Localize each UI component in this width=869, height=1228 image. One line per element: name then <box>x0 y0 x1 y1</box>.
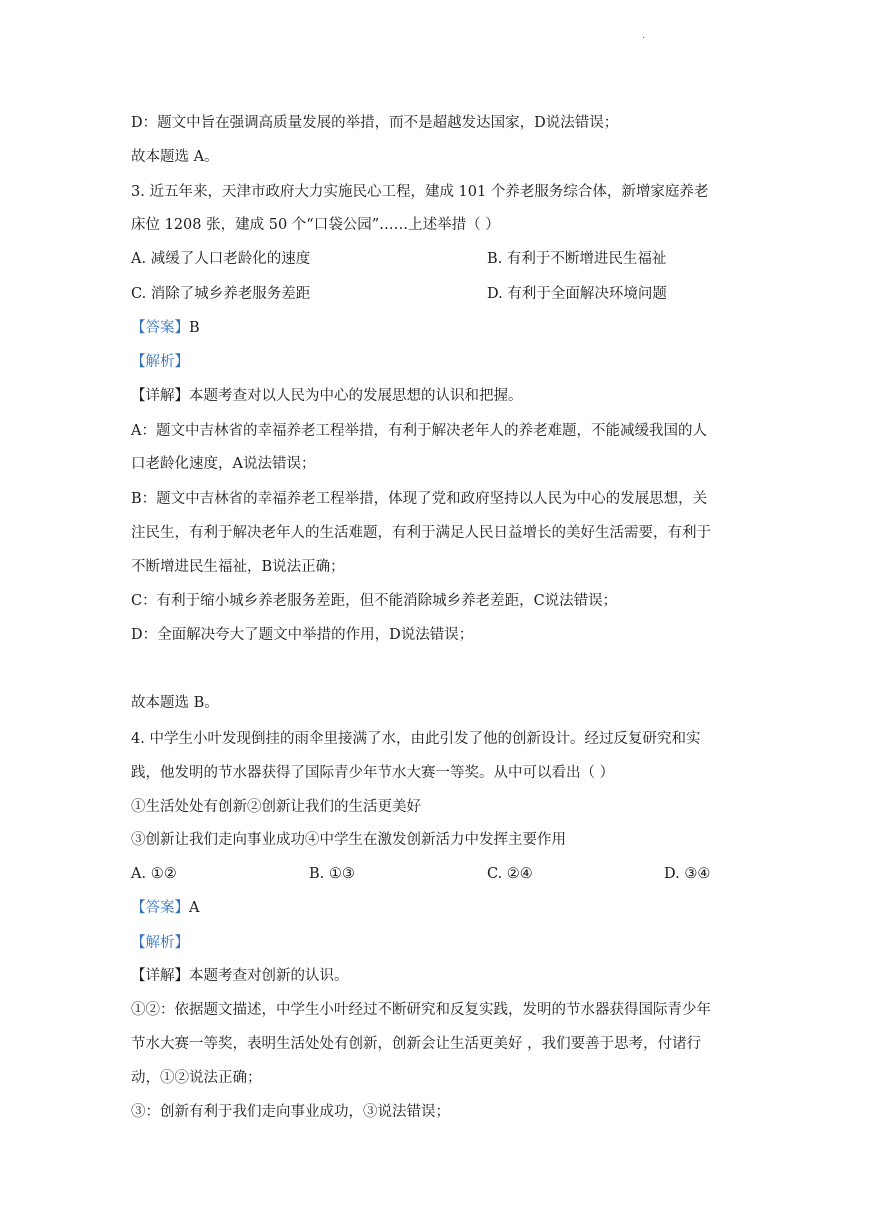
text-line: 动，①②说法正确； <box>131 1070 262 1086</box>
q4-option-a: A. ①② <box>131 866 177 882</box>
answer-value: B <box>189 320 200 336</box>
text-line: D：题文中旨在强调高质量发展的举措，而不是超越发达国家，D说法错误； <box>131 115 619 131</box>
analysis-tag: 【解析】 <box>131 935 189 951</box>
detail-text: 本题考查对以人民为中心的发展思想的认识和把握。 <box>189 388 523 404</box>
text-line: ③：创新有利于我们走向事业成功，③说法错误； <box>131 1104 450 1120</box>
answer-4 <box>131 898 199 918</box>
q3-option-a: A. 减缓了人口老龄化的速度 <box>131 251 311 267</box>
text-line: 节水大赛一等奖，表明生活处处有创新，创新会让生活更美好 ，我们要善于思考，付诸行 <box>131 1036 702 1052</box>
q4-option-b: B. ①③ <box>309 866 355 882</box>
text-line: B：题文中吉林省的幸福养老工程举措，体现了党和政府坚持以人民为中心的发展思想，关 <box>131 491 708 507</box>
question-4-stem: ③创新让我们走向事业成功④中学生在激发创新活力中发挥主要作用 <box>131 832 566 848</box>
text-line: 口老龄化速度，A说法错误； <box>131 456 316 472</box>
text-line: 注民生，有利于解决老年人的生活难题，有利于满足人民日益增长的美好生活需要，有利于 <box>131 525 711 541</box>
answer-tag: 【答案】 <box>131 900 189 916</box>
question-4-stem: 践，他发明的节水器获得了国际青少年节水大赛一等奖。从中可以看出（ ） <box>131 765 615 781</box>
question-4-stem: ①生活处处有创新②创新让我们的生活更美好 <box>131 799 421 815</box>
text-line: D：全面解决夸大了题文中举措的作用，D说法错误； <box>131 627 474 643</box>
answer-tag: 【答案】 <box>131 320 189 336</box>
text-line: C：有利于缩小城乡养老服务差距，但不能消除城乡养老差距，C说法错误； <box>131 593 618 609</box>
header-mark: . <box>642 30 646 41</box>
text-line: A：题文中吉林省的幸福养老工程举措，有利于解决老年人的养老难题，不能减缓我国的人 <box>131 423 707 439</box>
analysis-tag: 【解析】 <box>131 354 189 370</box>
text-line: 故本题选 A。 <box>131 149 219 165</box>
detail-tag: 【详解】 <box>131 388 189 404</box>
detail-tag: 【详解】 <box>131 968 189 984</box>
text-line: ①②：依据题文描述，中学生小叶经过不断研究和反复实践，发明的节水器获得国际青少年 <box>131 1002 711 1018</box>
question-3-stem: 3. 近五年来，天津市政府大力实施民心工程，建成 101 个养老服务综合体，新增家庭养老 <box>131 184 709 200</box>
detail-4 <box>131 966 349 986</box>
q3-option-c: C. 消除了城乡养老服务差距 <box>131 286 311 302</box>
q4-option-d: D. ③④ <box>664 866 711 882</box>
detail-3 <box>131 386 523 406</box>
detail-text: 本题考查对创新的认识。 <box>189 968 349 984</box>
answer-3 <box>131 318 200 338</box>
answer-value: A <box>189 900 200 916</box>
q3-option-b: B. 有利于不断增进民生福祉 <box>487 251 667 267</box>
q3-option-d: D. 有利于全面解决环境问题 <box>487 286 667 302</box>
text-line: 不断增进民生福祉，B说法正确； <box>131 559 345 575</box>
question-4-stem: 4. 中学生小叶发现倒挂的雨伞里接满了水，由此引发了他的创新设计。经过反复研究和实 <box>131 731 701 747</box>
text-line: 故本题选 B。 <box>131 695 219 711</box>
q4-option-c: C. ②④ <box>487 866 533 882</box>
question-3-stem: 床位 1208 张，建成 50 个“口袋公园”……上述举措（ ） <box>131 217 500 233</box>
